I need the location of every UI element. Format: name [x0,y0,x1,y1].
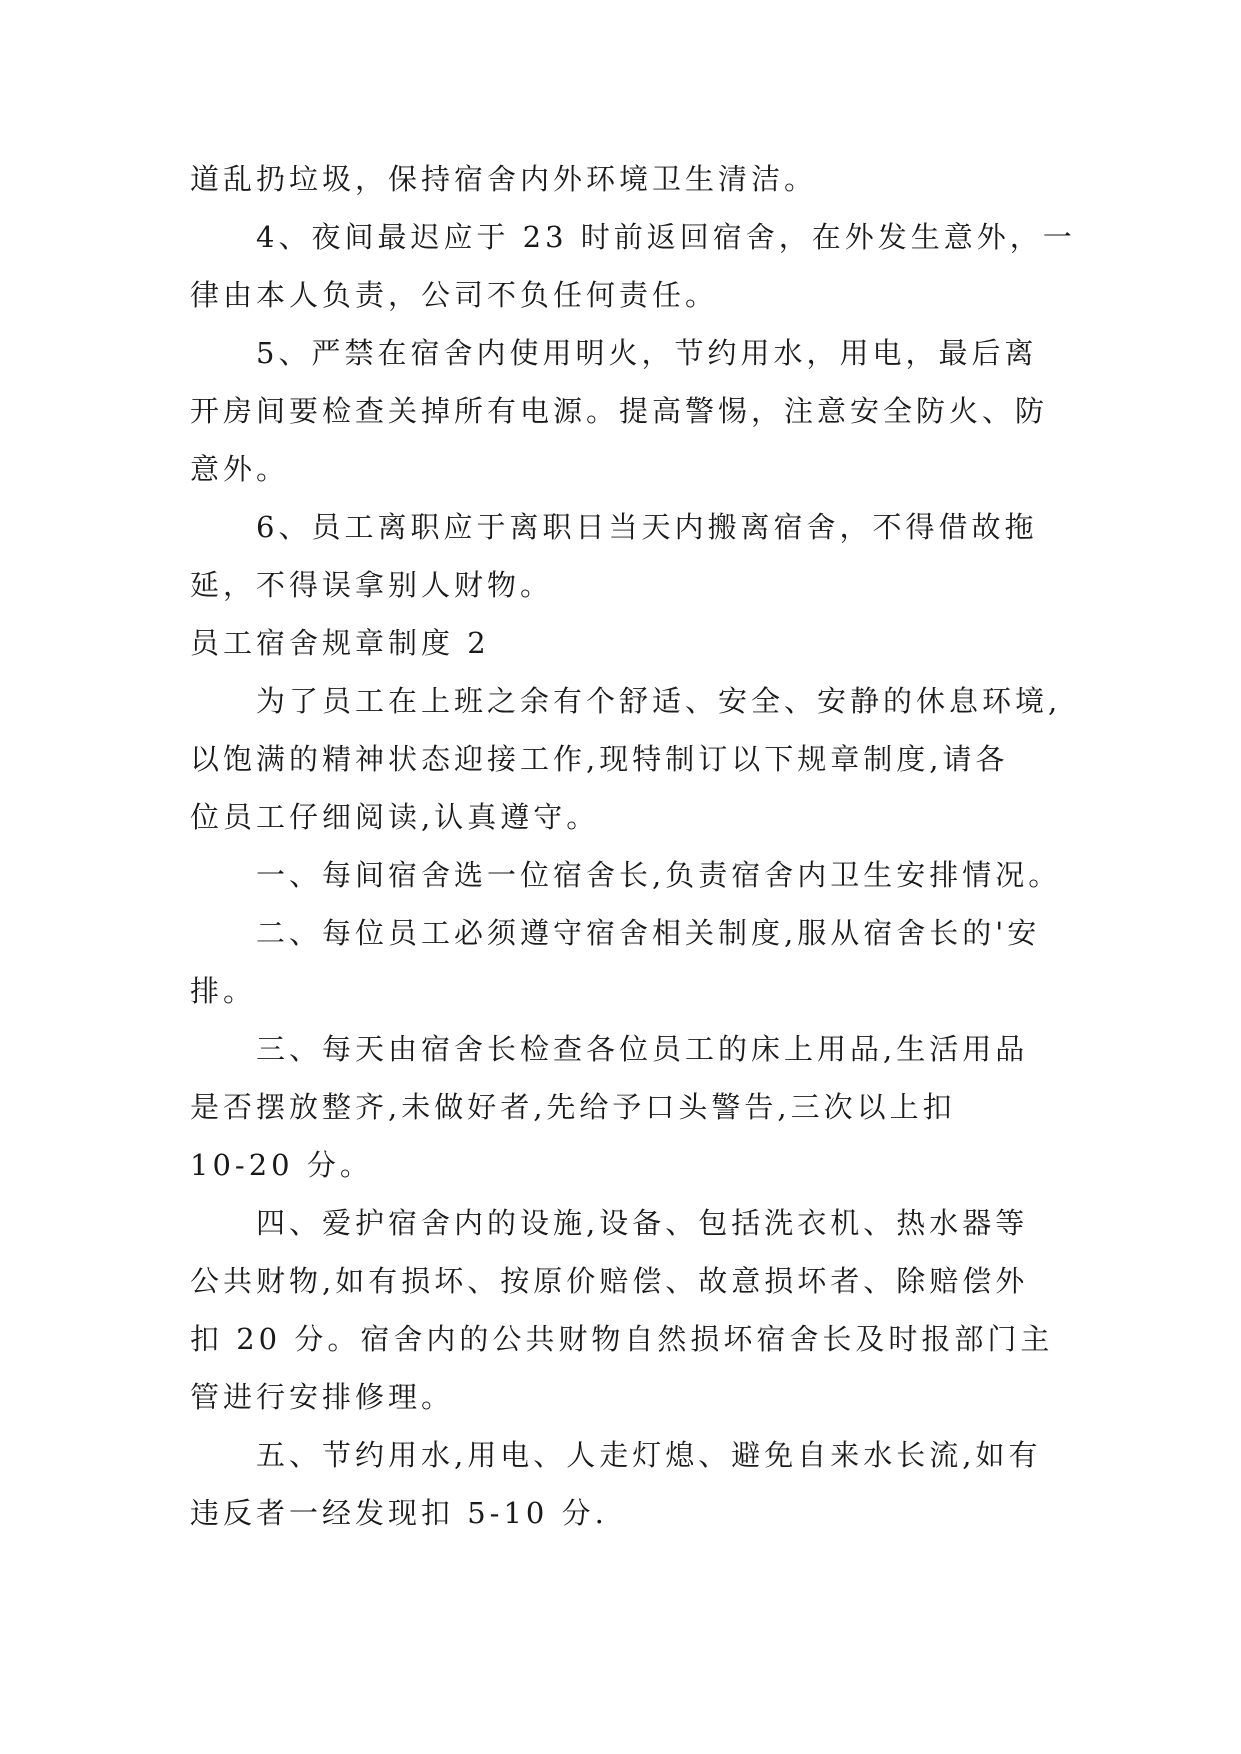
text-line: 四、爱护宿舍内的设施,设备、包括洗衣机、热水器等 [256,1206,1029,1240]
text-line: 公共财物,如有损坏、按原价赔偿、故意损坏者、除赔偿外 [190,1264,1029,1298]
text-line: 一、每间宿舍选一位宿舍长,负责宿舍内卫生安排情况。 [256,858,1062,892]
text-line: 6、员工离职应于离职日当天内搬离宿舍，不得借故拖 [256,510,1038,544]
text-line: 管进行安排修理。 [190,1380,455,1414]
text-line: 排。 [190,974,257,1008]
text-line: 位员工仔细阅读,认真遵守。 [190,800,600,834]
text-line: 意外。 [190,452,290,486]
text-line: 开房间要检查关掉所有电源。提高警惕，注意安全防火、防 [190,394,1049,428]
text-line: 为了员工在上班之余有个舒适、安全、安静的休息环境, [256,684,1062,718]
document-page [190,150,1076,1542]
text-line: 五、节约用水,用电、人走灯熄、避免自来水长流,如有 [256,1438,1042,1472]
text-line: 是否摆放整齐,未做好者,先给予口头警告,三次以上扣 [190,1090,956,1124]
text-line: 违反者一经发现扣 5-10 分. [190,1496,608,1530]
text-line: 5、严禁在宿舍内使用明火，节约用水，用电，最后离 [256,336,1038,370]
text-line: 律由本人负责，公司不负任何责任。 [190,278,719,312]
text-line: 以饱满的精神状态迎接工作,现特制订以下规章制度,请各 [190,742,1009,776]
text-line: 10-20 分。 [190,1148,373,1182]
text-line: 道乱扔垃圾，保持宿舍内外环境卫生清洁。 [190,162,818,196]
text-line: 扣 20 分。宿舍内的公共财物自然损坏宿舍长及时报部门主 [190,1322,1054,1356]
text-line: 延，不得误拿别人财物。 [190,568,554,602]
text-line: 4、夜间最迟应于 23 时前返回宿舍，在外发生意外，一 [256,220,1076,254]
text-line: 三、每天由宿舍长检查各位员工的床上用品,生活用品 [256,1032,1029,1066]
text-line: 二、每位员工必须遵守宿舍相关制度,服从宿舍长的'安 [256,916,1041,950]
section-heading: 员工宿舍规章制度 2 [190,626,490,660]
